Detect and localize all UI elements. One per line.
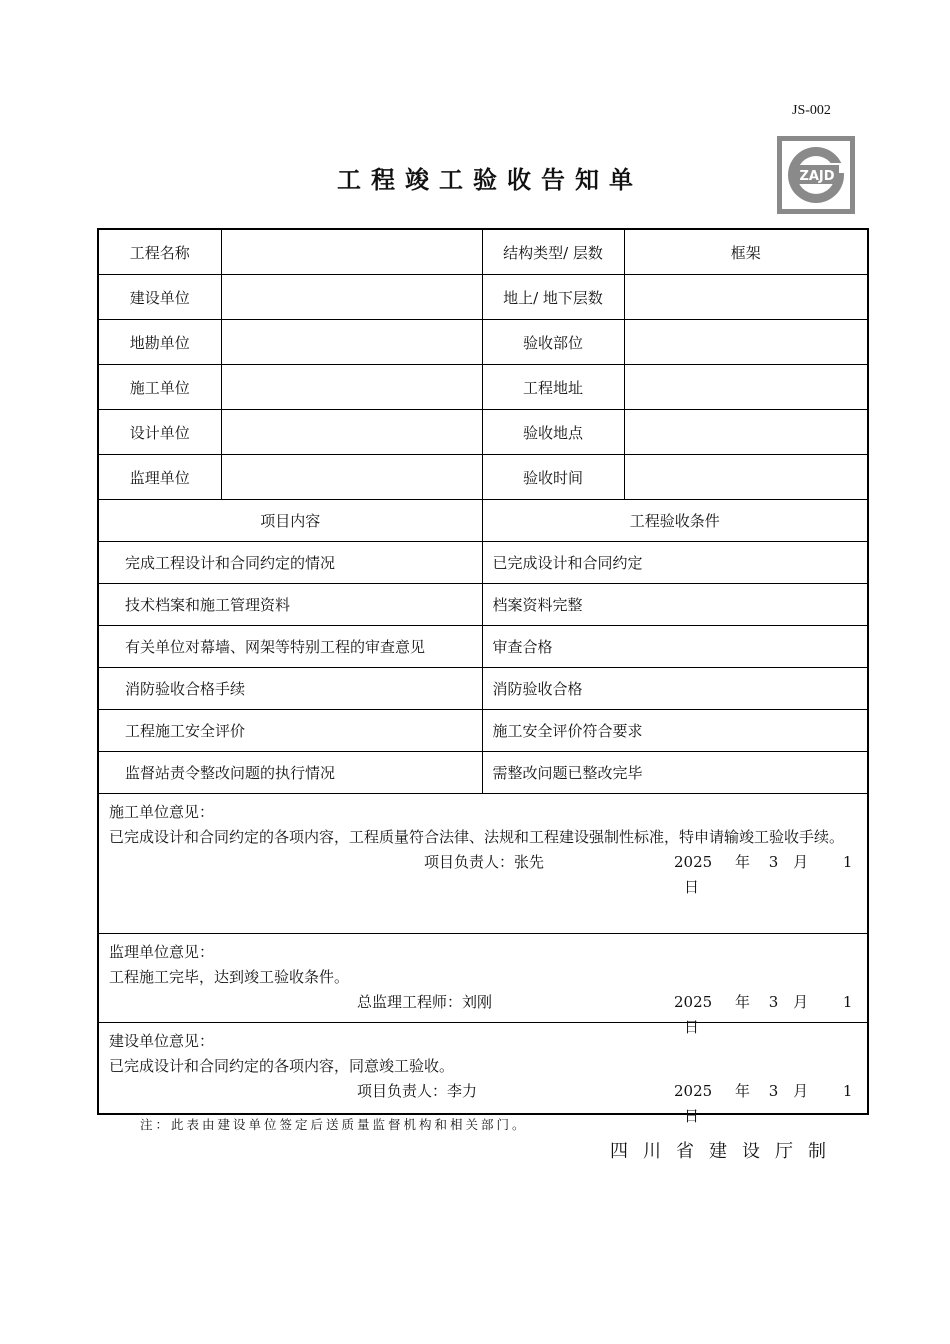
item-condition: 消防验收合格 [482,668,868,710]
item-row [98,584,868,626]
info-value-field[interactable] [624,365,868,410]
construction-year: 2025 [674,853,713,871]
construction-day: 1 [842,853,853,871]
year-unit: 年 [734,853,750,871]
year-unit: 年 [734,1082,750,1100]
info-row [98,320,868,365]
item-condition: 审查合格 [482,626,868,668]
info-label: 地勘单位 [98,320,221,365]
info-label: 施工单位 [98,365,221,410]
supervision-day: 1 [842,993,853,1011]
info-label: 结构类型/ 层数 [482,229,624,275]
item-row [98,668,868,710]
info-label: 工程名称 [98,229,221,275]
info-value-field[interactable] [221,275,482,320]
owner-opinion-heading: 建设单位意见： [109,1032,215,1050]
construction-signer: 项目负责人：张先 [424,853,545,871]
info-label: 设计单位 [98,410,221,455]
info-row [98,229,868,275]
info-row [98,275,868,320]
construction-opinion [98,794,868,934]
item-row [98,752,868,794]
supervision-opinion-text: 工程施工完毕，达到竣工验收条件。 [109,968,350,986]
supervision-month: 3 [768,993,779,1011]
item-content: 完成工程设计和合同约定的情况 [98,542,482,584]
info-value-field[interactable] [221,365,482,410]
owner-year: 2025 [674,1082,713,1100]
issuer: 四川省建设厅制 [610,1141,841,1162]
day-unit: 日 [684,878,700,896]
footnote: 注：此表由建设单位签定后送质量监督机构和相关部门。 [140,1117,528,1132]
year-unit: 年 [734,993,750,1011]
info-label: 地上/ 地下层数 [482,275,624,320]
owner-month: 3 [768,1082,779,1100]
item-condition: 档案资料完整 [482,584,868,626]
day-unit: 日 [684,1107,700,1125]
info-row [98,365,868,410]
supervision-year: 2025 [674,993,713,1011]
item-condition: 施工安全评价符合要求 [482,710,868,752]
item-content: 工程施工安全评价 [98,710,482,752]
info-value-field[interactable] [221,455,482,500]
form-title: 工程竣工验收告知单 [337,166,643,194]
info-value-field[interactable] [624,410,868,455]
info-value-field[interactable] [221,320,482,365]
info-label: 验收部位 [482,320,624,365]
construction-opinion-text: 已完成设计和合同约定的各项内容，工程质量符合法律、法规和工程建设强制性标准，特申请输竣工验收手续。 [109,828,845,846]
form-code: JS-002 [792,103,831,118]
month-unit: 月 [793,1082,809,1100]
info-value-field[interactable] [221,229,482,275]
item-content: 有关单位对幕墙、网架等特别工程的审查意见 [98,626,482,668]
info-row [98,410,868,455]
info-value-field[interactable] [624,275,868,320]
item-content: 技术档案和施工管理资料 [98,584,482,626]
item-condition: 需整改问题已整改完毕 [482,752,868,794]
info-label: 工程地址 [482,365,624,410]
info-label: 建设单位 [98,275,221,320]
owner-opinion-text: 已完成设计和合同约定的各项内容，同意竣工验收。 [109,1057,455,1075]
day-unit: 日 [684,1018,700,1036]
construction-month: 3 [768,853,779,871]
info-value-field[interactable] [221,410,482,455]
month-unit: 月 [793,993,809,1011]
construction-opinion-heading: 施工单位意见： [109,803,215,821]
logo-text: ZAJD [799,169,835,184]
item-row [98,626,868,668]
info-row [98,455,868,500]
items-header-content: 项目内容 [98,500,482,542]
info-value-field[interactable] [624,320,868,365]
item-content: 消防验收合格手续 [98,668,482,710]
item-row [98,542,868,584]
item-row [98,710,868,752]
owner-day: 1 [842,1082,853,1100]
supervision-signer: 总监理工程师：刘刚 [357,993,493,1011]
month-unit: 月 [793,853,809,871]
supervision-opinion [98,934,868,1036]
items-header-condition: 工程验收条件 [482,500,868,542]
owner-signer: 项目负责人：李力 [357,1082,478,1100]
info-value-field[interactable]: 框架 [624,229,868,275]
supervision-opinion-heading: 监理单位意见： [109,943,215,961]
info-label: 监理单位 [98,455,221,500]
info-label: 验收时间 [482,455,624,500]
item-content: 监督站责令整改问题的执行情况 [98,752,482,794]
item-condition: 已完成设计和合同约定 [482,542,868,584]
info-value-field[interactable] [624,455,868,500]
info-label: 验收地点 [482,410,624,455]
